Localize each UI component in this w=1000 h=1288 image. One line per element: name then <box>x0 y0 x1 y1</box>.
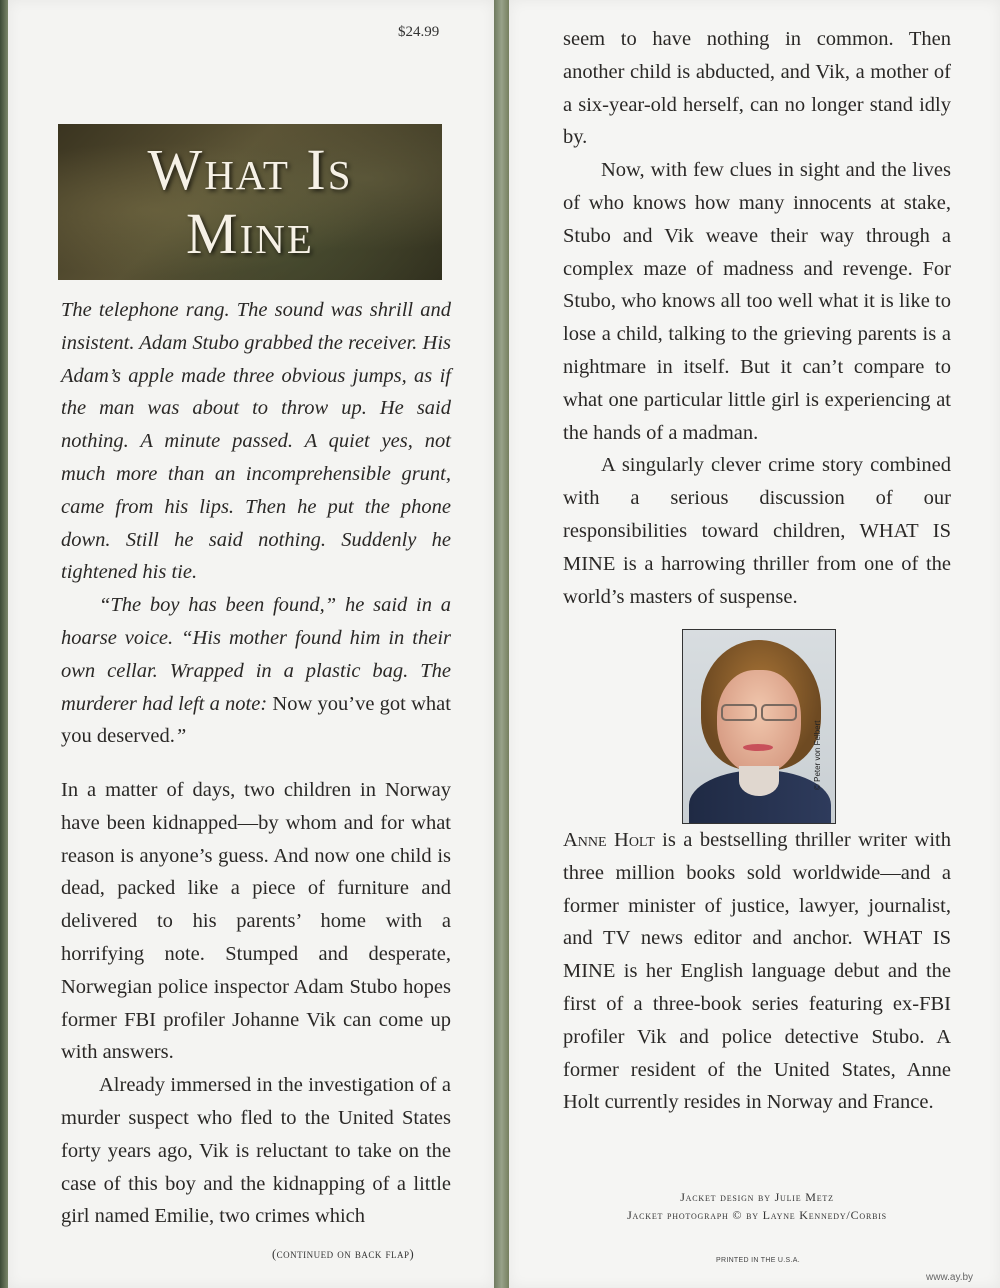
summary-continued <box>563 23 951 613</box>
jacket-design-credit: Jacket design by Julie Metz <box>680 1190 834 1204</box>
jacket-photo-credit: Jacket photograph © by Layne Kennedy/Corbis <box>627 1208 887 1222</box>
bio-text: is a bestselling thriller writer with three million books sold worldwide—and a former minister of justice, lawyer, journalist, and TV news editor and anchor. WHAT IS MINE is her English language debut and the first of a three-book series featuring ex-FBI profiler Vik and police detective Stubo. A former resident of the United States, Anne Holt currently resides in Norway and France. <box>563 829 951 1114</box>
excerpt-paragraph-2 <box>61 589 451 753</box>
title-line-1: What Is <box>147 137 353 202</box>
bio-paragraph <box>563 824 951 1119</box>
continued-note: (continued on back flap) <box>272 1247 415 1261</box>
photo-face <box>717 670 801 774</box>
excerpt-paragraph-1: The telephone rang. The sound was shrill and insistent. Adam Stubo grabbed the receiver. His Adam’s apple made three obvious jumps, as if the man was about to throw up. He said nothing. A minute passed. A quiet yes, not much more than an incomprehensible grunt, came from his lips. Then he put the phone down. Still he said nothing. Suddenly he tightened his tie. <box>61 299 451 584</box>
photo-credit: © Peter von Felbert <box>813 720 822 790</box>
right-paragraph-1: seem to have nothing in common. Then another child is abducted, and Vik, a mother of a six-year-old herself, can no longer stand idly by. <box>563 28 951 149</box>
right-paragraph-3: A singularly clever crime story combined with a serious discussion of our responsibilities toward children, WHAT IS MINE is a harrowing thriller from one of the world’s masters of suspense. <box>563 454 951 608</box>
title-banner <box>58 124 442 280</box>
summary-paragraph-2: Already immersed in the investigation of a murder suspect who fled to the United States forty years ago, Vik is reluctant to take on the case of this boy and the kidnapping of a little girl named Emilie, two crimes which <box>61 1074 451 1228</box>
printed-in: PRINTED IN THE U.S.A. <box>716 1257 800 1264</box>
summary <box>61 774 451 1233</box>
photo-collar <box>739 766 779 796</box>
right-paragraph-2: Now, with few clues in sight and the lives of who knows how many innocents at stake, Stubo and Vik weave their way through a complex maze of madness and revenge. For Stubo, who knows all too well what it is like to lose a child, talking to the grieving parents is a nightmare in itself. But it can’t compare to what one particular little girl is experiencing at the hands of a madman. <box>563 159 951 444</box>
watermark: www.ay.by <box>926 1272 974 1283</box>
author-name: Anne Holt <box>563 829 655 851</box>
excerpt-quote: “The boy has been found,” he said in a hoarse voice. “His mother found him in their own cellar. Wrapped in a plastic bag. The murderer had left a note: <box>61 594 451 715</box>
photo-lips <box>743 744 773 751</box>
title-line-2: Mine <box>186 201 314 266</box>
photo-glasses <box>721 704 797 720</box>
excerpt-note: Now you’ve got what you deserved. <box>61 692 451 748</box>
gutter <box>494 0 509 1288</box>
excerpt-close-quote: ” <box>174 725 187 748</box>
excerpt <box>61 294 451 753</box>
summary-paragraph-1: In a matter of days, two children in Norway have been kidnapped—by whom and for what reason is anyone’s guess. And now one child is dead, packed like a piece of furniture and delivered to his parents’ home with a horrifying note. Stumped and desperate, Norwegian police inspector Adam Stubo hopes former FBI profiler Johanne Vik can come up with answers. <box>61 779 451 1064</box>
price: $24.99 <box>398 24 440 40</box>
author-bio <box>563 824 951 1119</box>
